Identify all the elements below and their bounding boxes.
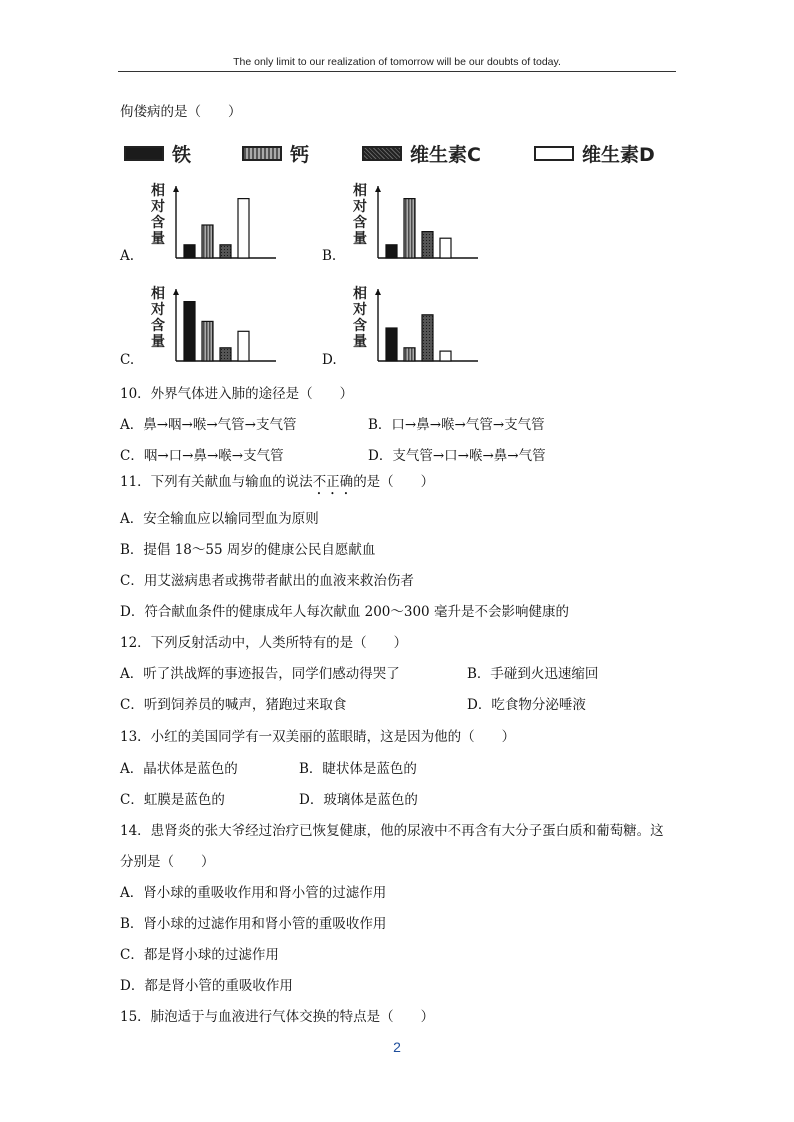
q9-stem-tail: 佝偻病的是（ ） [120,104,242,120]
q14-option-c: C．都是肾小球的过滤作用 [120,947,279,963]
q12-option-c: C．听到饲养员的喊声，猪跑过来取食 [120,697,347,713]
q10-stem: 10．外界气体进入肺的途径是（ ） [120,386,354,402]
bar-vitamin-d [238,199,249,258]
q10-option-b: B．口→鼻→喉→气管→支气管 [368,417,545,433]
q14-stem-line2: 分别是（ ） [120,854,215,870]
page-number: 2 [393,1039,401,1055]
bar-iron [184,302,195,361]
q11-stem-emphasis: 不正确 [312,474,354,490]
bar-iron [386,328,397,361]
q10-option-d: D．支气管→口→喉→鼻→气管 [368,448,546,464]
q11-stem-pre: 11．下列有关献血与输血的说法 [120,474,313,490]
q14-option-d: D．都是肾小管的重吸收作用 [120,978,293,994]
chart-axis-label-char: 相 [353,286,367,302]
legend-iron [124,140,191,167]
legend-vitd-label: 维生素D [582,144,655,166]
bar-vitamin-c [220,348,231,361]
chart-axis-label-char: 量 [353,231,367,247]
q10-option-a: A．鼻→咽→喉→气管→支气管 [120,417,297,433]
bar-vitamin-d [238,331,249,361]
chart-axis-label-char: 含 [353,318,367,334]
q9-chart-b [342,180,492,265]
chart-axis-label-char: 量 [151,231,165,247]
legend-vitc-swatch [362,146,402,161]
bar-calcium [404,199,415,258]
bar-iron [386,245,397,258]
q11-stem-post: 的是（ ） [353,474,435,490]
q12-option-b: B．手碰到火迅速缩回 [467,666,599,682]
header-rule [118,71,676,72]
q13-option-a: A．晶状体是蓝色的 [120,761,238,777]
chart-axis-label-char: 量 [151,334,165,350]
legend-iron-swatch [124,146,164,161]
q9-option-d-label: D. [322,352,337,368]
q9-option-b-label: B. [322,248,337,264]
q9-chart-c [140,283,290,368]
q15-stem: 15．肺泡适于与血液进行气体交换的特点是（ ） [120,1009,435,1025]
legend-vitd-swatch [534,146,574,161]
chart-axis-label-char: 对 [151,302,165,318]
q13-option-b: B．睫状体是蓝色的 [299,761,417,777]
chart-axis-label-char: 含 [151,318,165,334]
bar-iron [184,245,195,258]
legend-calcium-swatch [242,146,282,161]
legend-calcium [242,140,309,167]
q9-option-a-label: A. [120,248,135,264]
q12-option-a: A．听了洪战辉的事迹报告，同学们感动得哭了 [120,666,400,682]
q13-option-d: D．玻璃体是蓝色的 [299,792,418,808]
legend-vitamin-c [362,140,481,167]
q14-option-b: B．肾小球的过滤作用和肾小管的重吸收作用 [120,916,387,932]
q14-stem-line1: 14．患肾炎的张大爷经过治疗已恢复健康，他的尿液中不再含有大分子蛋白质和葡萄糖。这 [120,823,664,839]
q9-option-c-label: C. [120,352,135,368]
chart-axis-label-char: 相 [151,286,165,302]
chart-axis-label-char: 含 [353,215,367,231]
q13-option-c: C．虹膜是蓝色的 [120,792,225,808]
chart-axis-label-char: 相 [353,183,367,199]
bar-calcium [202,225,213,258]
bar-calcium [202,321,213,361]
q9-chart-d [342,283,492,368]
chart-legend [120,136,680,164]
q10-option-c: C．咽→口→鼻→喉→支气管 [120,448,284,464]
legend-iron-label: 铁 [172,144,192,166]
chart-axis-label-char: 相 [151,183,165,199]
q11-option-c: C．用艾滋病患者或携带者献出的血液来救治伤者 [120,573,414,589]
q12-stem: 12．下列反射活动中，人类所特有的是（ ） [120,635,408,651]
q11-stem [120,473,434,498]
q12-option-d: D．吃食物分泌唾液 [467,697,586,713]
chart-axis-label-char: 对 [353,302,367,318]
bar-vitamin-c [422,315,433,361]
y-axis-arrow [375,186,381,192]
chart-axis-label-char: 对 [353,199,367,215]
legend-vitc-label: 维生素C [410,144,481,166]
chart-axis-label-char: 对 [151,199,165,215]
y-axis-arrow [173,186,179,192]
header-motto: The only limit to our realization of tomorrow will be our doubts of today. [233,56,561,68]
chart-axis-label-char: 含 [151,215,165,231]
q11-option-a: A．安全输血应以输同型血为原则 [120,511,319,527]
bar-vitamin-d [440,238,451,258]
chart-axis-label-char: 量 [353,334,367,350]
bar-vitamin-c [422,232,433,258]
bar-calcium [404,348,415,361]
q14-option-a: A．肾小球的重吸收作用和肾小管的过滤作用 [120,885,387,901]
y-axis-arrow [173,289,179,295]
bar-vitamin-d [440,351,451,361]
legend-vitamin-d [534,140,655,167]
q9-chart-a [140,180,290,265]
y-axis-arrow [375,289,381,295]
legend-calcium-label: 钙 [290,144,310,166]
q13-stem: 13．小红的美国同学有一双美丽的蓝眼睛，这是因为他的（ ） [120,729,516,745]
q11-option-d: D．符合献血条件的健康成年人每次献血 200～300 毫升是不会影响健康的 [120,604,569,620]
bar-vitamin-c [220,245,231,258]
q11-option-b: B．提倡 18～55 周岁的健康公民自愿献血 [120,542,376,558]
